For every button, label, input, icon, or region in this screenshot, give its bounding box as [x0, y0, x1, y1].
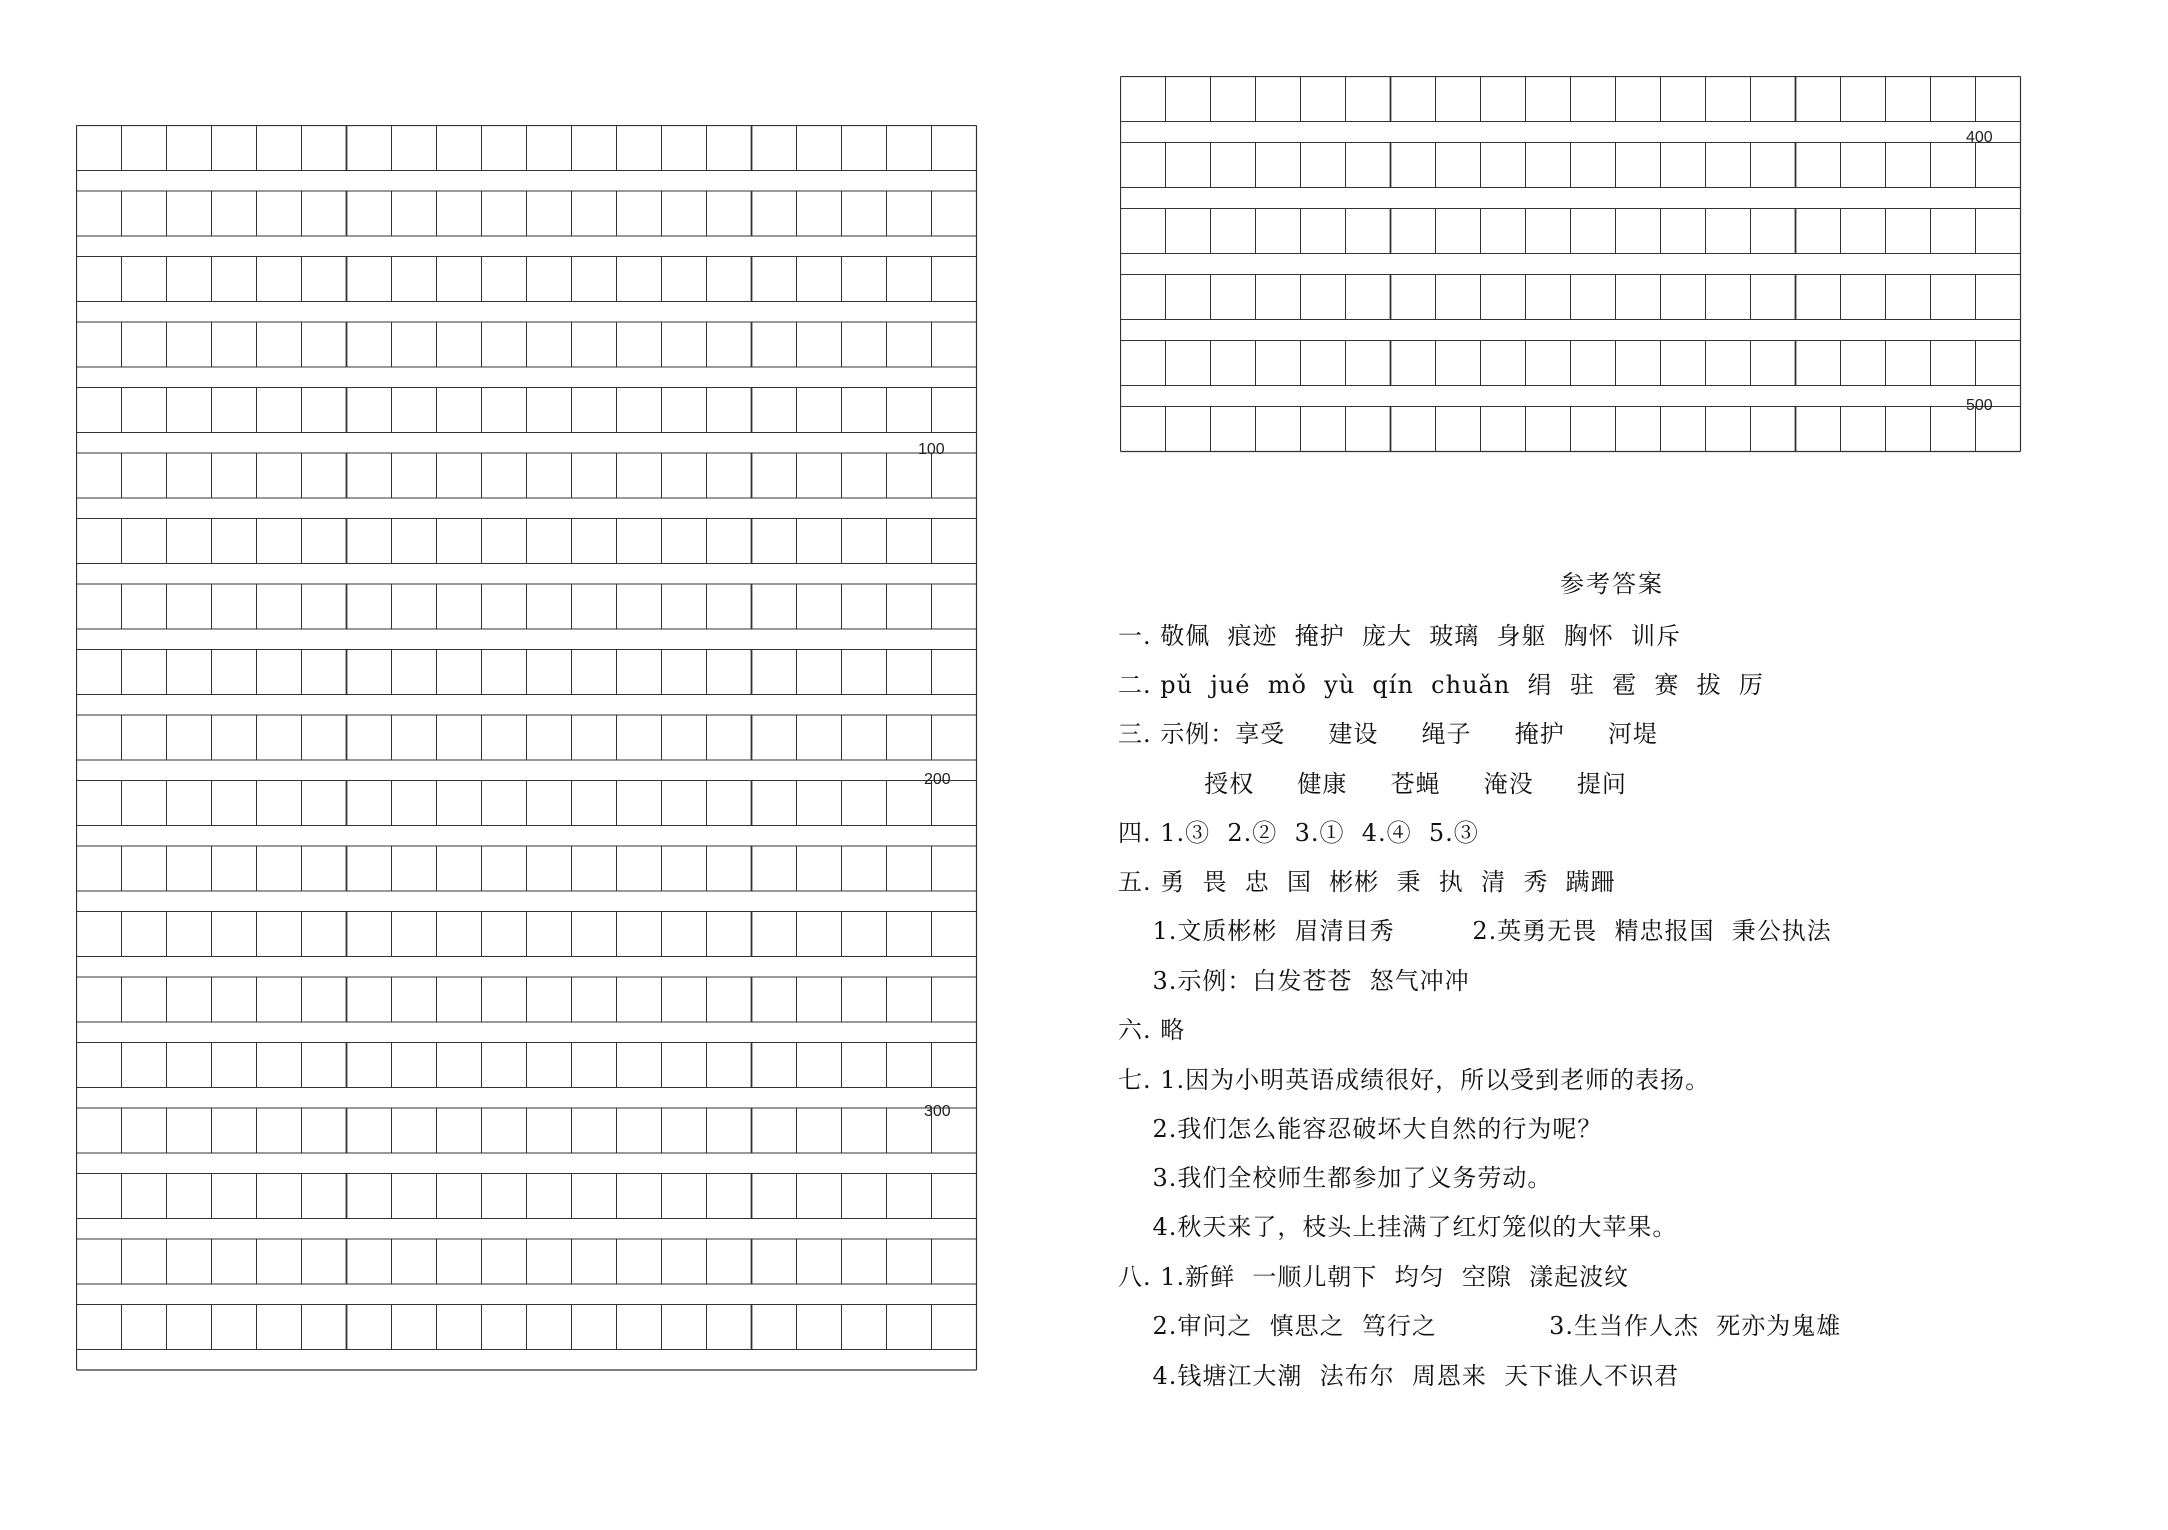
grid-marker-100: 100 — [918, 441, 945, 458]
answer-line-3: 三. 示例：享受 建设 绳子 掩护 河堤 — [1118, 720, 1658, 748]
right-writing-grid — [1120, 76, 2024, 460]
right-grid-lines — [1120, 76, 2024, 460]
answer-line-10: 七. 1.因为小明英语成绩很好，所以受到老师的表扬。 — [1118, 1066, 1711, 1094]
answer-line-13: 4.秋天来了，枝头上挂满了红灯笼似的大苹果。 — [1118, 1213, 1678, 1241]
answer-line-15: 2.审问之 慎思之 笃行之 3.生当作人杰 死亦为鬼雄 — [1118, 1312, 1842, 1340]
left-writing-grid — [76, 125, 980, 1381]
answer-line-2: 二. pǔ jué mǒ yù qín chuǎn 绢 驻 雹 赛 拔 厉 — [1118, 671, 1764, 699]
answer-line-12: 3.我们全校师生都参加了义务劳动。 — [1118, 1164, 1553, 1192]
answer-line-4: 授权 健康 苍蝇 淹没 提问 — [1118, 770, 1627, 798]
answer-line-16: 4.钱塘江大潮 法布尔 周恩来 天下谁人不识君 — [1118, 1362, 1680, 1390]
grid-marker-500: 500 — [1966, 397, 1993, 414]
answers-title: 参考答案 — [1560, 570, 1664, 598]
answer-line-7: 1.文质彬彬 眉清目秀 2.英勇无畏 精忠报国 秉公执法 — [1118, 917, 1832, 945]
answer-line-14: 八. 1.新鲜 一顺儿朝下 均匀 空隙 漾起波纹 — [1118, 1263, 1630, 1291]
answer-line-9: 六. 略 — [1118, 1016, 1186, 1044]
answer-line-5: 四. 1.③ 2.② 3.① 4.④ 5.③ — [1118, 819, 1479, 847]
answer-line-11: 2.我们怎么能容忍破坏大自然的行为呢？ — [1118, 1115, 1603, 1143]
grid-marker-400: 400 — [1966, 129, 1993, 146]
answer-line-8: 3.示例：白发苍苍 怒气冲冲 — [1118, 967, 1470, 995]
left-grid-lines — [76, 125, 980, 1381]
answer-line-1: 一. 敬佩 痕迹 掩护 庞大 玻璃 身躯 胸怀 训斥 — [1118, 622, 1682, 650]
answer-line-6: 五. 勇 畏 忠 国 彬彬 秉 执 清 秀 蹒跚 — [1118, 868, 1616, 896]
grid-marker-300: 300 — [924, 1103, 951, 1120]
grid-marker-200: 200 — [924, 771, 951, 788]
